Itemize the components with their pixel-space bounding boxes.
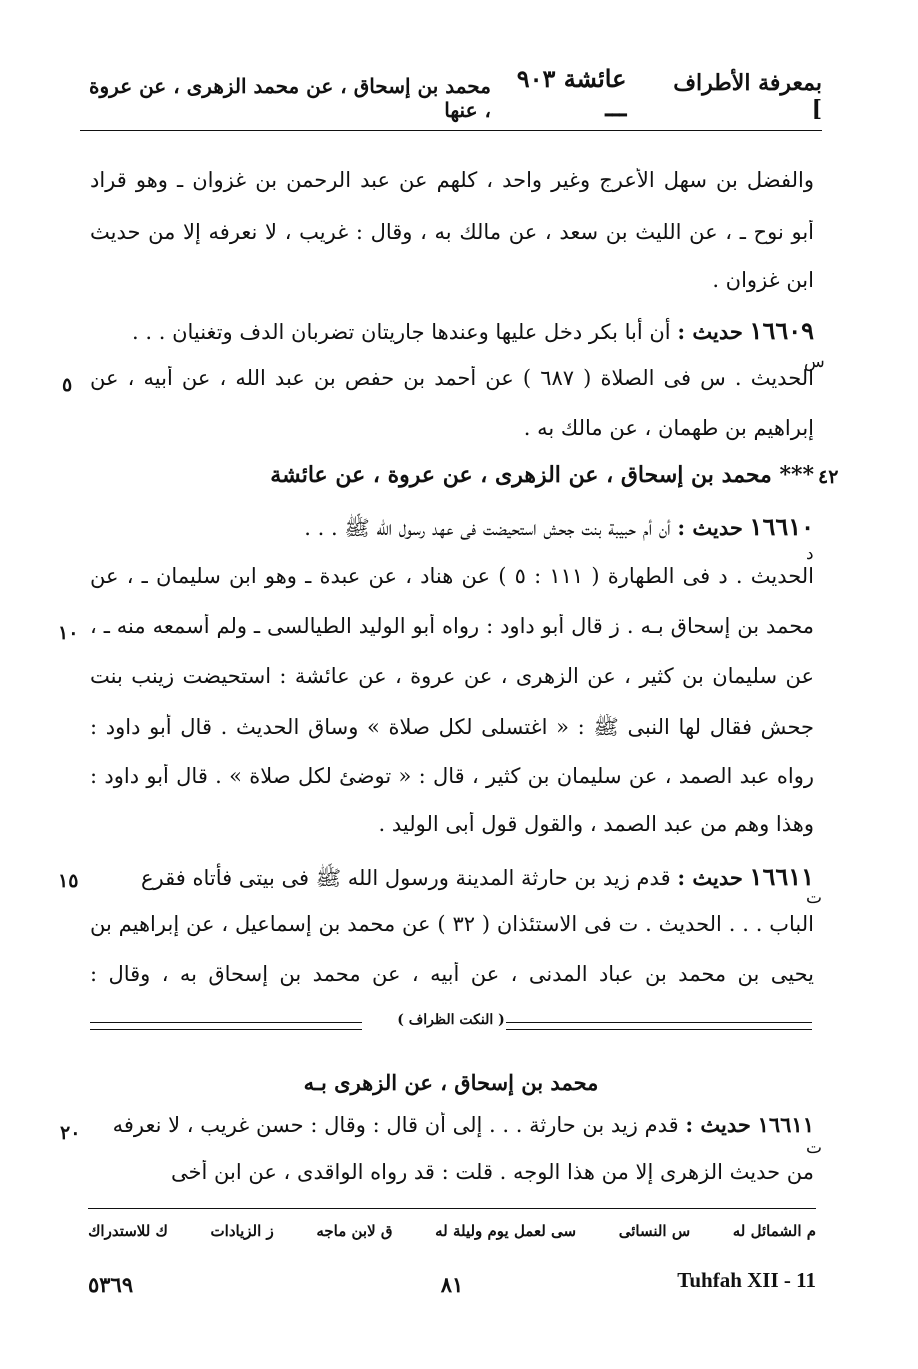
hadith-text: أن أم حبيبة بنت جحش استحيضت فى عهد رسول الله ﷺ . . .: [304, 516, 671, 540]
volume-signature: Tuhfah XII - 11: [677, 1268, 816, 1292]
hadith-16610-line: وهذا وهم من عبد الصمد ، والقول قول أبى الوليد .: [378, 812, 814, 836]
hadith-16611b-line1: [90, 1112, 814, 1152]
hadith-16610-line: محمد بن إسحاق بـه . ز قال أبو داود : رواه أبو الوليد الطيالسى ـ ولم أسمعه منه ـ ،: [90, 614, 814, 638]
footer-serial: ٥٣٦٩: [88, 1272, 134, 1297]
hadith-text: قدم زيد بن حارثة المدينة ورسول الله ﷺ فى بيتى فأتاه فقرع: [141, 866, 671, 890]
abbr-item: ك للاستدراك: [88, 1222, 168, 1240]
hadith-16609-line2: الحديث . س فى الصلاة ( ٦٨٧ ) عن أحمد بن حفص بن عبد الله ، عن أبيه ، عن: [90, 366, 814, 390]
siglum: س: [804, 352, 825, 372]
section-heading: *** محمد بن إسحاق ، عن الزهرى ، عن عروة ، عن عائشة: [270, 462, 814, 488]
nukat-divider: [90, 1012, 812, 1038]
nukat-label: ( النكت الظراف ): [397, 1012, 505, 1028]
text-line: والفضل بن سهل الأعرج وغير واحد ، كلهم عن عبد الرحمن بن غزوان ـ وهو قراد: [90, 168, 814, 192]
hadith-keyword: حديث :: [677, 319, 743, 344]
page-number: ٨١: [440, 1272, 464, 1297]
hadith-number: ١٦٦١٠: [749, 512, 814, 541]
hadith-16609-line1: [90, 316, 814, 356]
hadith-keyword: حديث :: [685, 1112, 751, 1137]
margin-section-number: ٤٢: [818, 466, 839, 488]
abbr-item: سى لعمل يوم وليلة له: [435, 1222, 577, 1240]
text-line: ابن غزوان .: [712, 268, 814, 292]
hadith-keyword: حديث :: [677, 865, 743, 890]
hadith-16609-line3: إبراهيم بن طهمان ، عن مالك به .: [523, 416, 814, 440]
margin-line-number: ١٠: [58, 622, 79, 644]
abbreviation-key: [88, 1222, 816, 1240]
hadith-number: ١٦٦١١: [757, 1112, 814, 1137]
hadith-number: ١٦٦٠٩: [749, 316, 814, 345]
margin-line-number: ٥: [62, 374, 73, 396]
margin-line-number: ٢٠: [60, 1122, 81, 1144]
hadith-keyword: حديث :: [677, 515, 743, 540]
siglum: د: [806, 544, 814, 564]
header-right: بمعرفة الأطراف ]: [673, 70, 822, 122]
hadith-16610-line: جحش فقال لها النبى ﷺ : « اغتسلى لكل صلاة » وساق الحديث . قال أبو داود :: [90, 715, 814, 739]
hadith-number: ١٦٦١١: [749, 862, 814, 891]
page-footer: [88, 1268, 816, 1302]
hadith-16611-line: الباب . . . الحديث . ت فى الاستئذان ( ٣٢ ) عن محمد بن إسماعيل ، عن إبراهيم بن: [90, 912, 814, 936]
running-header: [80, 64, 822, 122]
hadith-16610-line: الحديث . د فى الطهارة ( ١١١ : ٥ ) عن هناد ، عن عبدة ـ وهو ابن سليمان ـ ، عن: [90, 564, 814, 588]
hadith-text: أن أبا بكر دخل عليها وعندها جاريتان تضربان الدف وتغنيان . . .: [132, 320, 671, 344]
hadith-16610-line: عن سليمان بن كثير ، عن الزهرى ، عن عروة ، عن عائشة : استحيضت زينب بنت: [90, 664, 814, 688]
hadith-text: قدم زيد بن حارثة . . . إلى أن قال : وقال : حسن غريب ، لا نعرفه: [112, 1113, 679, 1137]
abbr-item: س النسائى: [618, 1222, 691, 1240]
siglum: ت: [806, 888, 823, 908]
header-middle: عائشة ٩٠٣ ـــ: [516, 64, 627, 122]
header-left: محمد بن إسحاق ، عن محمد الزهرى ، عن عروة ، عنها: [89, 74, 491, 122]
abbr-item: م الشمائل له: [732, 1222, 816, 1240]
text-line: أبو نوح ـ ، عن الليث بن سعد ، عن مالك به ، وقال : غريب ، لا نعرفه إلا من حديث: [90, 220, 814, 244]
siglum: ت: [806, 1138, 823, 1158]
nukat-subheading: محمد بن إسحاق ، عن الزهرى بـه: [303, 1070, 599, 1095]
hadith-16611-line: يحيى بن محمد بن عباد المدنى ، عن أبيه ، عن محمد بن إسحاق به ، وقال :: [90, 962, 814, 986]
margin-line-number: ١٥: [58, 870, 79, 892]
abbr-item: ق لابن ماجه: [316, 1222, 393, 1240]
hadith-16611-line1: [90, 862, 814, 902]
footnote-rule: [88, 1208, 816, 1209]
hadith-16610-line: رواه عبد الصمد ، عن سليمان بن كثير ، قال : « توضئ لكل صلاة » . قال أبو داود :: [90, 764, 814, 788]
header-rule: [80, 130, 822, 131]
hadith-16611b-line2: من حديث الزهرى إلا من هذا الوجه . قلت : قد رواه الواقدى ، عن ابن أخى: [171, 1160, 814, 1184]
abbr-item: ز الزيادات: [210, 1222, 274, 1240]
hadith-16610-line1: [90, 512, 814, 552]
